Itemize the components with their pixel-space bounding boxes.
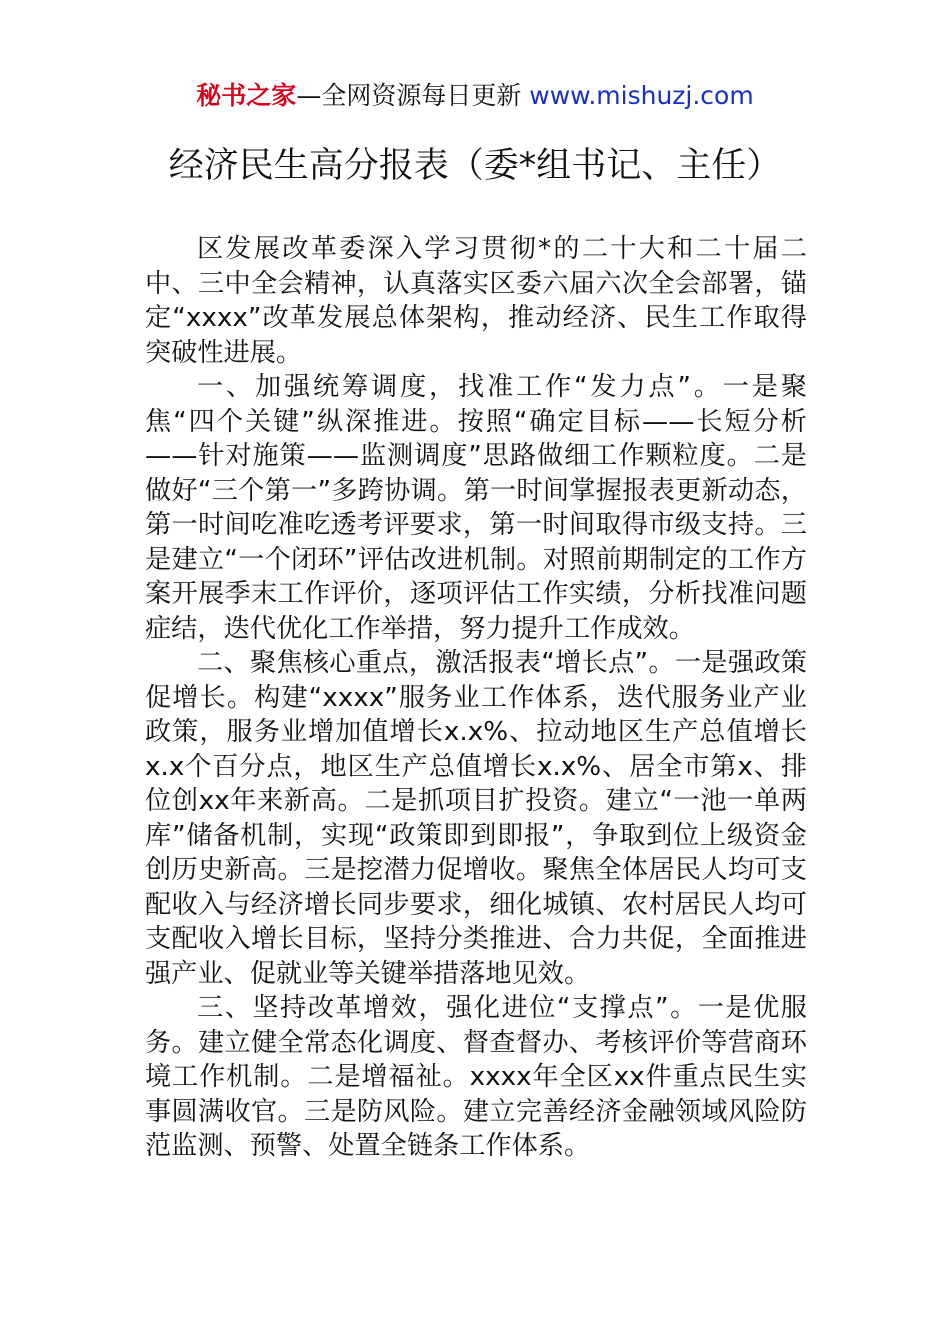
paragraph-section-1: 一、加强统筹调度，找准工作“发力点”。一是聚焦“四个关键”纵深推进。按照“确定目标——长短分析——针对施策——监测调度”思路做细工作颗粒度。二是做好“三个第一”多跨协调。第一时间掌握报表更新动态，第一时间吃准吃透考评要求，第一时间取得市级支持。三是建立“一个闭环”评估改进机制。对照前期制定的工作方案开展季末工作评价，逐项评估工作实绩，分析找准问题症结，迭代优化工作举措，努力提升工作成效。	[145, 372, 807, 644]
brand-name: 秘书之家	[196, 81, 297, 110]
header-tagline: —全网资源每日更新	[296, 81, 522, 110]
site-url-link[interactable]: www.mishuzj.com	[529, 81, 754, 110]
paragraph-section-3: 三、坚持改革增效，强化进位“支撑点”。一是优服务。建立健全常态化调度、督查督办、考核评价等营商环境工作机制。二是增福祉。xxxx年全区xx件重点民生实事圆满收官。三是防风险。建立完善经济金融领域风险防范监测、预警、处置全链条工作体系。	[145, 993, 807, 1161]
site-header	[0, 80, 950, 112]
paragraph-intro: 区发展改革委深入学习贯彻*的二十大和二十届二中、三中全会精神，认真落实区委六届六次全会部署，锚定“xxxx”改革发展总体架构，推动经济、民生工作取得突破性进展。	[145, 234, 807, 368]
document-body	[145, 232, 807, 1164]
document-title: 经济民生高分报表（委*组书记、主任）	[168, 146, 782, 186]
paragraph-section-2: 二、聚焦核心重点，激活报表“增长点”。一是强政策促增长。构建“xxxx”服务业工作体系，迭代服务业产业政策，服务业增加值增长x.x%、拉动地区生产总值增长x.x个百分点，地区生产总值增长x.x%、居全市第x、排位创xx年来新高。二是抓项目扩投资。建立“一池一单两库”储备机制，实现“政策即到即报”，争取到位上级资金创历史新高。三是挖潜力促增收。聚焦全体居民人均可支配收入与经济增长同步要求，细化城镇、农村居民人均可支配收入增长目标，坚持分类推进、合力共促，全面推进强产业、促就业等关键举措落地见效。	[145, 648, 807, 989]
